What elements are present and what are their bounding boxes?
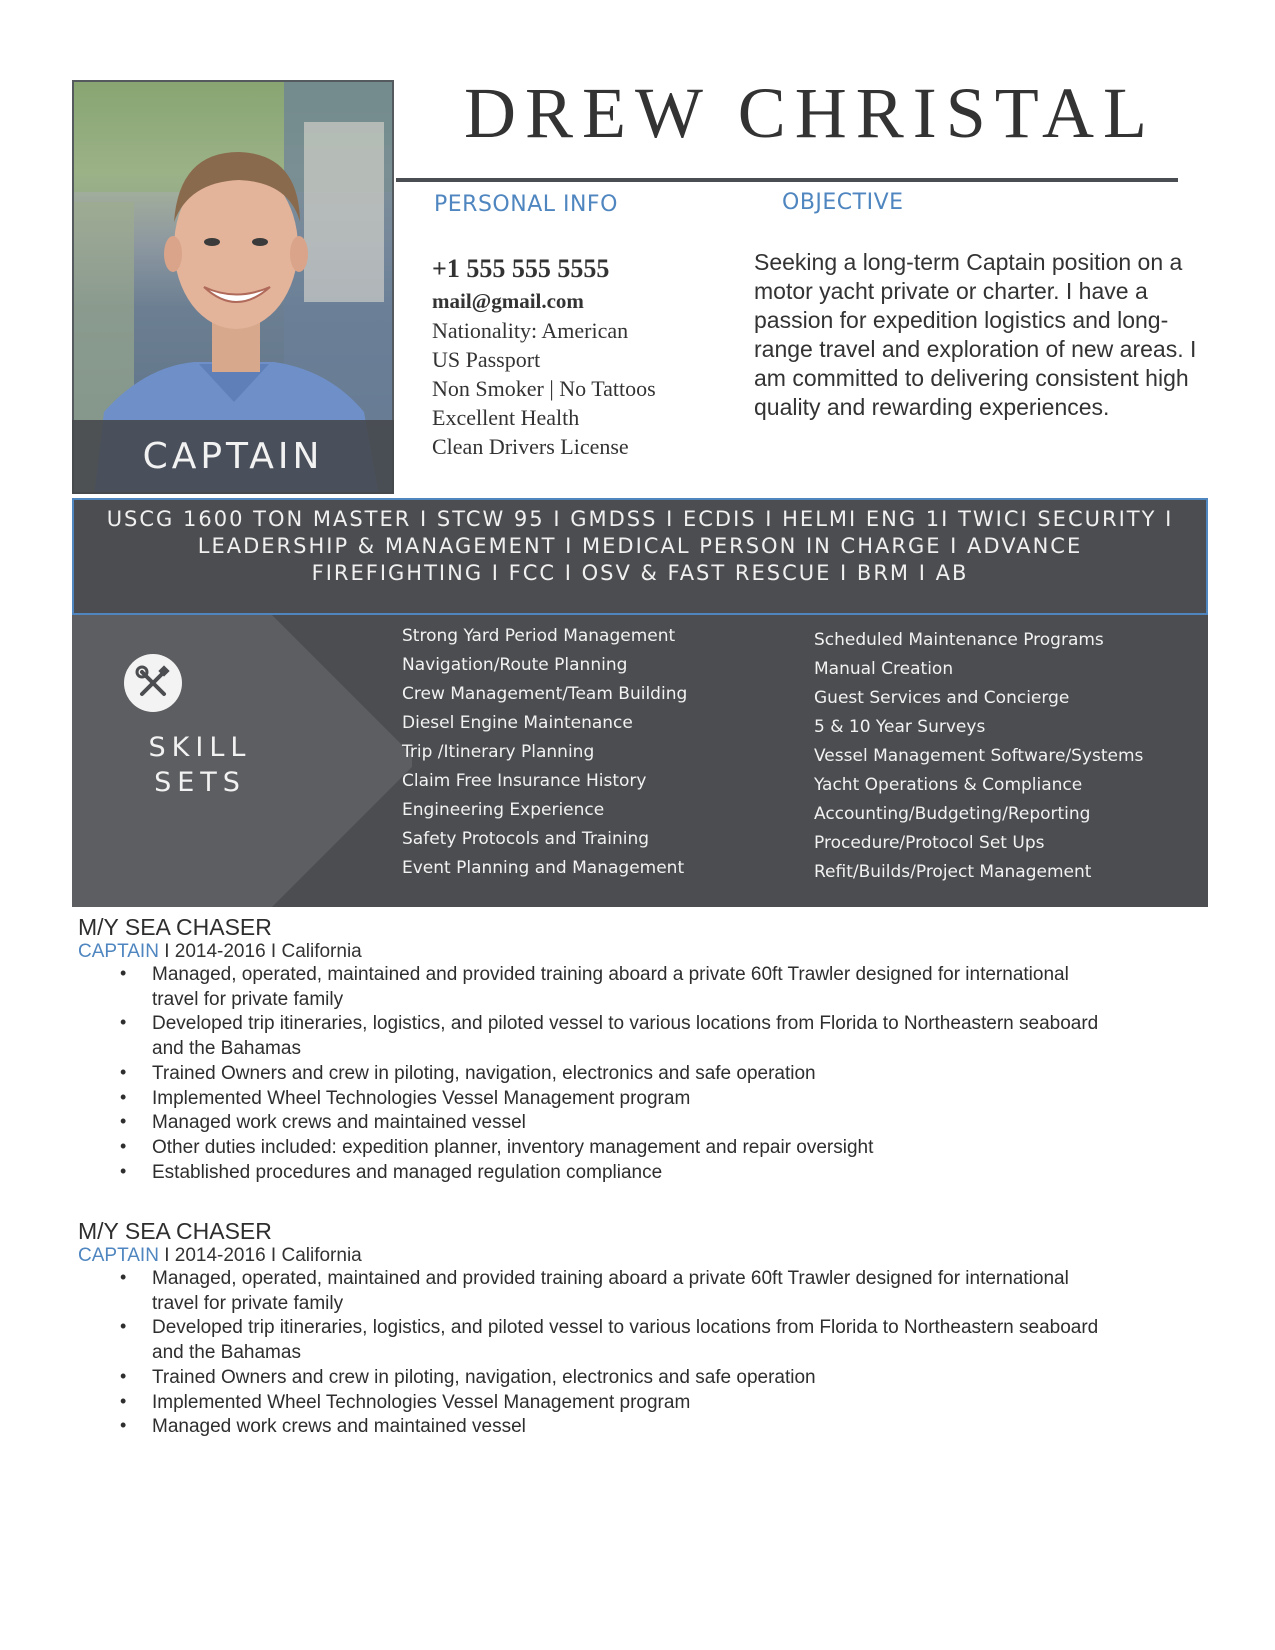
skill-item: Manual Creation xyxy=(814,659,954,679)
skill-item: Accounting/Budgeting/Reporting xyxy=(814,804,1091,824)
list-item: • Developed trip itineraries, logistics, and piloted vessel to various locations from Florida to Northeastern seaboard and the Bahamas xyxy=(78,1316,1118,1365)
skill-item: 5 & 10 Year Surveys xyxy=(814,717,986,737)
list-item: • Established procedures and managed regulation compliance xyxy=(78,1161,1118,1186)
list-item: • Trained Owners and crew in piloting, navigation, electronics and safe operation xyxy=(78,1062,1118,1087)
list-item: • Managed work crews and maintained vessel xyxy=(78,1415,1118,1440)
skill-item: Scheduled Maintenance Programs xyxy=(814,630,1104,650)
skill-item: Strong Yard Period Management xyxy=(402,626,676,646)
skill-item: Navigation/Route Planning xyxy=(402,655,628,675)
info-line: US Passport xyxy=(432,347,541,372)
info-line: Non Smoker | No Tattoos xyxy=(432,376,656,401)
list-item: • Developed trip itineraries, logistics, and piloted vessel to various locations from Florida to Northeastern seaboard and the Bahamas xyxy=(78,1012,1118,1061)
tools-icon xyxy=(124,654,182,712)
skill-item: Crew Management/Team Building xyxy=(402,684,688,704)
info-line: Clean Drivers License xyxy=(432,434,629,459)
phone-number: +1 555 555 5555 xyxy=(432,254,610,283)
job-details: I 2014-2016 I California xyxy=(158,1245,362,1266)
experience-entry xyxy=(78,1218,1118,1440)
vessel-name: M/Y SEA CHASER xyxy=(78,914,272,940)
job-role: CAPTAIN xyxy=(78,1245,159,1266)
duties-list xyxy=(78,1267,1118,1440)
skill-item: Refit/Builds/Project Management xyxy=(814,862,1092,882)
skill-item: Diesel Engine Maintenance xyxy=(402,713,633,733)
skill-item: Trip /Itinerary Planning xyxy=(402,742,595,762)
skills-list-right xyxy=(814,626,1143,887)
skill-item: Event Planning and Management xyxy=(402,858,685,878)
skill-item: Claim Free Insurance History xyxy=(402,771,647,791)
list-item: • Managed, operated, maintained and provided training aboard a private 60ft Trawler designed for international travel for private family xyxy=(78,1267,1118,1316)
skill-item: Guest Services and Concierge xyxy=(814,688,1070,708)
certifications-line: LEADERSHIP & MANAGEMENT I MEDICAL PERSON IN CHARGE I ADVANCE xyxy=(197,534,1083,558)
skills-title xyxy=(80,730,320,800)
vessel-name: M/Y SEA CHASER xyxy=(78,1218,272,1244)
personal-info xyxy=(432,252,656,461)
job-role: CAPTAIN xyxy=(78,941,159,962)
certifications-line: FIREFIGHTING I FCC I OSV & FAST RESCUE I BRM I AB xyxy=(311,561,969,585)
skill-item: Procedure/Protocol Set Ups xyxy=(814,833,1045,853)
skills-title-line: SKILL xyxy=(148,732,252,763)
skill-item: Engineering Experience xyxy=(402,800,605,820)
list-item: • Managed work crews and maintained vessel xyxy=(78,1111,1118,1136)
objective-heading: OBJECTIVE xyxy=(782,190,904,215)
skill-item: Safety Protocols and Training xyxy=(402,829,650,849)
list-item: • Implemented Wheel Technologies Vessel Management program xyxy=(78,1391,1118,1416)
job-subtitle xyxy=(78,1245,1118,1267)
duties-list xyxy=(78,963,1118,1185)
job-details: I 2014-2016 I California xyxy=(158,941,362,962)
certifications-line: USCG 1600 TON MASTER I STCW 95 I GMDSS I ECDIS I HELMI ENG 1I TWICI SECURITY I xyxy=(106,507,1174,531)
personal-info-heading: PERSONAL INFO xyxy=(434,192,618,217)
skills-title-line: SETS xyxy=(154,767,246,798)
skill-item: Vessel Management Software/Systems xyxy=(814,746,1144,766)
page-title: DREW CHRISTAL xyxy=(464,73,1156,153)
skills-list-left xyxy=(402,622,687,883)
title-divider xyxy=(396,178,1178,182)
objective-text: Seeking a long-term Captain position on a motor yacht private or charter. I have a passion for expedition logistics and long-range travel and exploration of new areas. I am committed to delivering consistent high quality and rewarding experiences. xyxy=(754,249,1197,420)
list-item: • Implemented Wheel Technologies Vessel Management program xyxy=(78,1087,1118,1112)
job-subtitle xyxy=(78,941,1118,963)
skill-item: Yacht Operations & Compliance xyxy=(814,775,1083,795)
experience-entry xyxy=(78,914,1118,1185)
list-item: • Other duties included: expedition planner, inventory management and repair oversight xyxy=(78,1136,1118,1161)
certifications-band xyxy=(72,498,1208,615)
info-line: Nationality: American xyxy=(432,318,629,343)
list-item: • Managed, operated, maintained and provided training aboard a private 60ft Trawler designed for international travel for private family xyxy=(78,963,1118,1012)
list-item: • Trained Owners and crew in piloting, navigation, electronics and safe operation xyxy=(78,1366,1118,1391)
role-badge: CAPTAIN xyxy=(72,420,394,494)
email-address: mail@gmail.com xyxy=(432,289,584,313)
info-line: Excellent Health xyxy=(432,405,580,430)
